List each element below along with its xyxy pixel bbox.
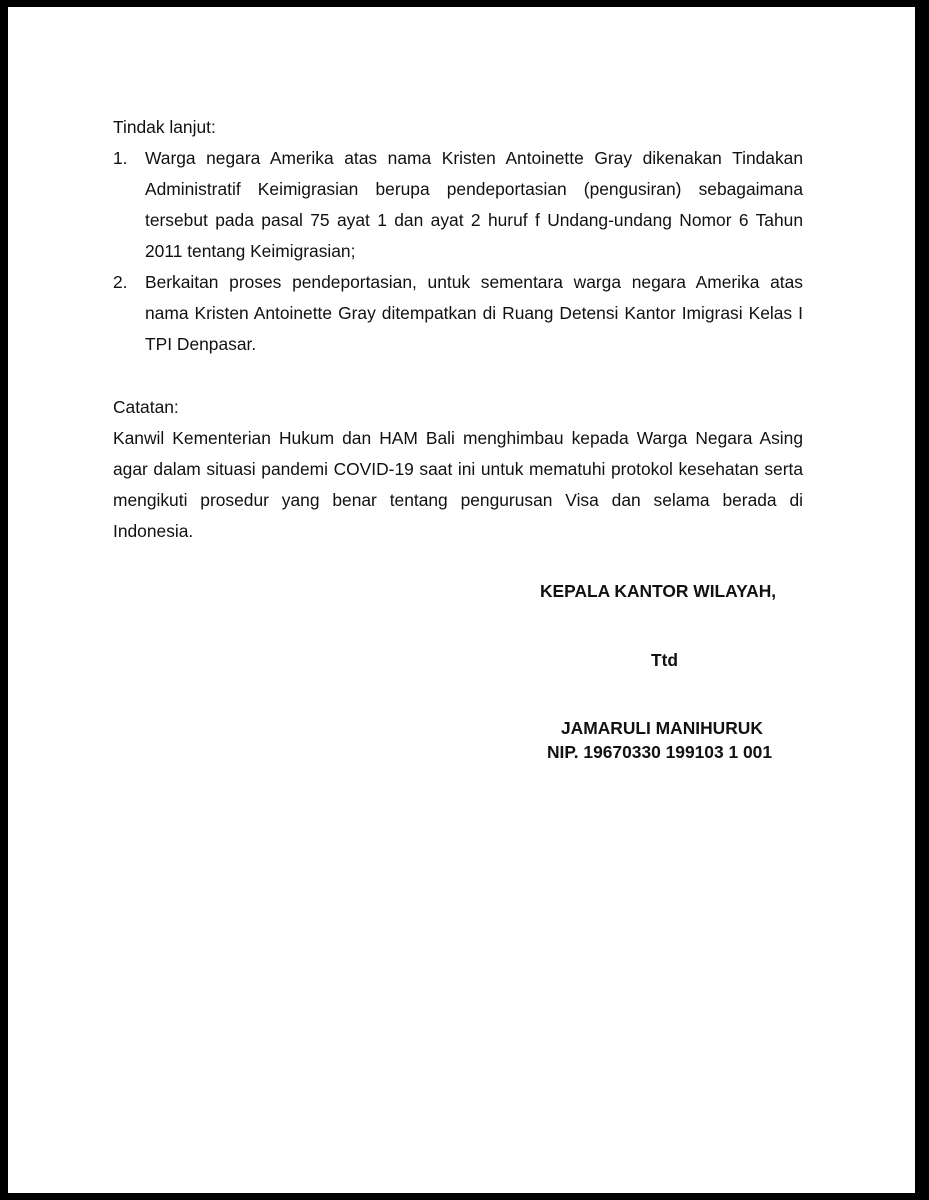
signatory-name: JAMARULI MANIHURUK: [561, 718, 763, 738]
list-item-text: Berkaitan proses pendeportasian, untuk sementara warga negara Amerika atas nama Kristen Antoinette Gray ditempatkan di Ruang Detensi Kantor Imigrasi Kelas I TPI Denpasar.: [145, 272, 803, 354]
follow-up-heading: Tindak lanjut:: [113, 117, 216, 137]
follow-up-list: [113, 143, 803, 360]
signatory-nip: NIP. 19670330 199103 1 001: [547, 742, 772, 762]
signature-position: KEPALA KANTOR WILAYAH,: [540, 581, 777, 601]
list-item: [113, 143, 803, 267]
list-item-number: 2.: [113, 272, 128, 292]
list-item-text: Warga negara Amerika atas nama Kristen Antoinette Gray dikenakan Tindakan Administratif Keimigrasian berupa pendeportasian (pengusiran) sebagaimana tersebut pada pasal 75 ayat 1 dan ayat 2 huruf f Undang-undang Nomor 6 Tahun 2011 tentang Keimigrasian;: [145, 148, 803, 261]
note-body: Kanwil Kementerian Hukum dan HAM Bali menghimbau kepada Warga Negara Asing agar dalam situasi pandemi COVID-19 saat ini untuk mematuhi protokol kesehatan serta mengikuti prosedur yang benar tentang pengurusan Visa dan selama berada di Indonesia.: [113, 428, 803, 541]
list-item-number: 1.: [113, 148, 128, 168]
list-item: [113, 267, 803, 360]
signature-signed: Ttd: [651, 650, 679, 670]
note-heading: Catatan:: [113, 397, 179, 417]
document-page: [8, 7, 915, 1193]
